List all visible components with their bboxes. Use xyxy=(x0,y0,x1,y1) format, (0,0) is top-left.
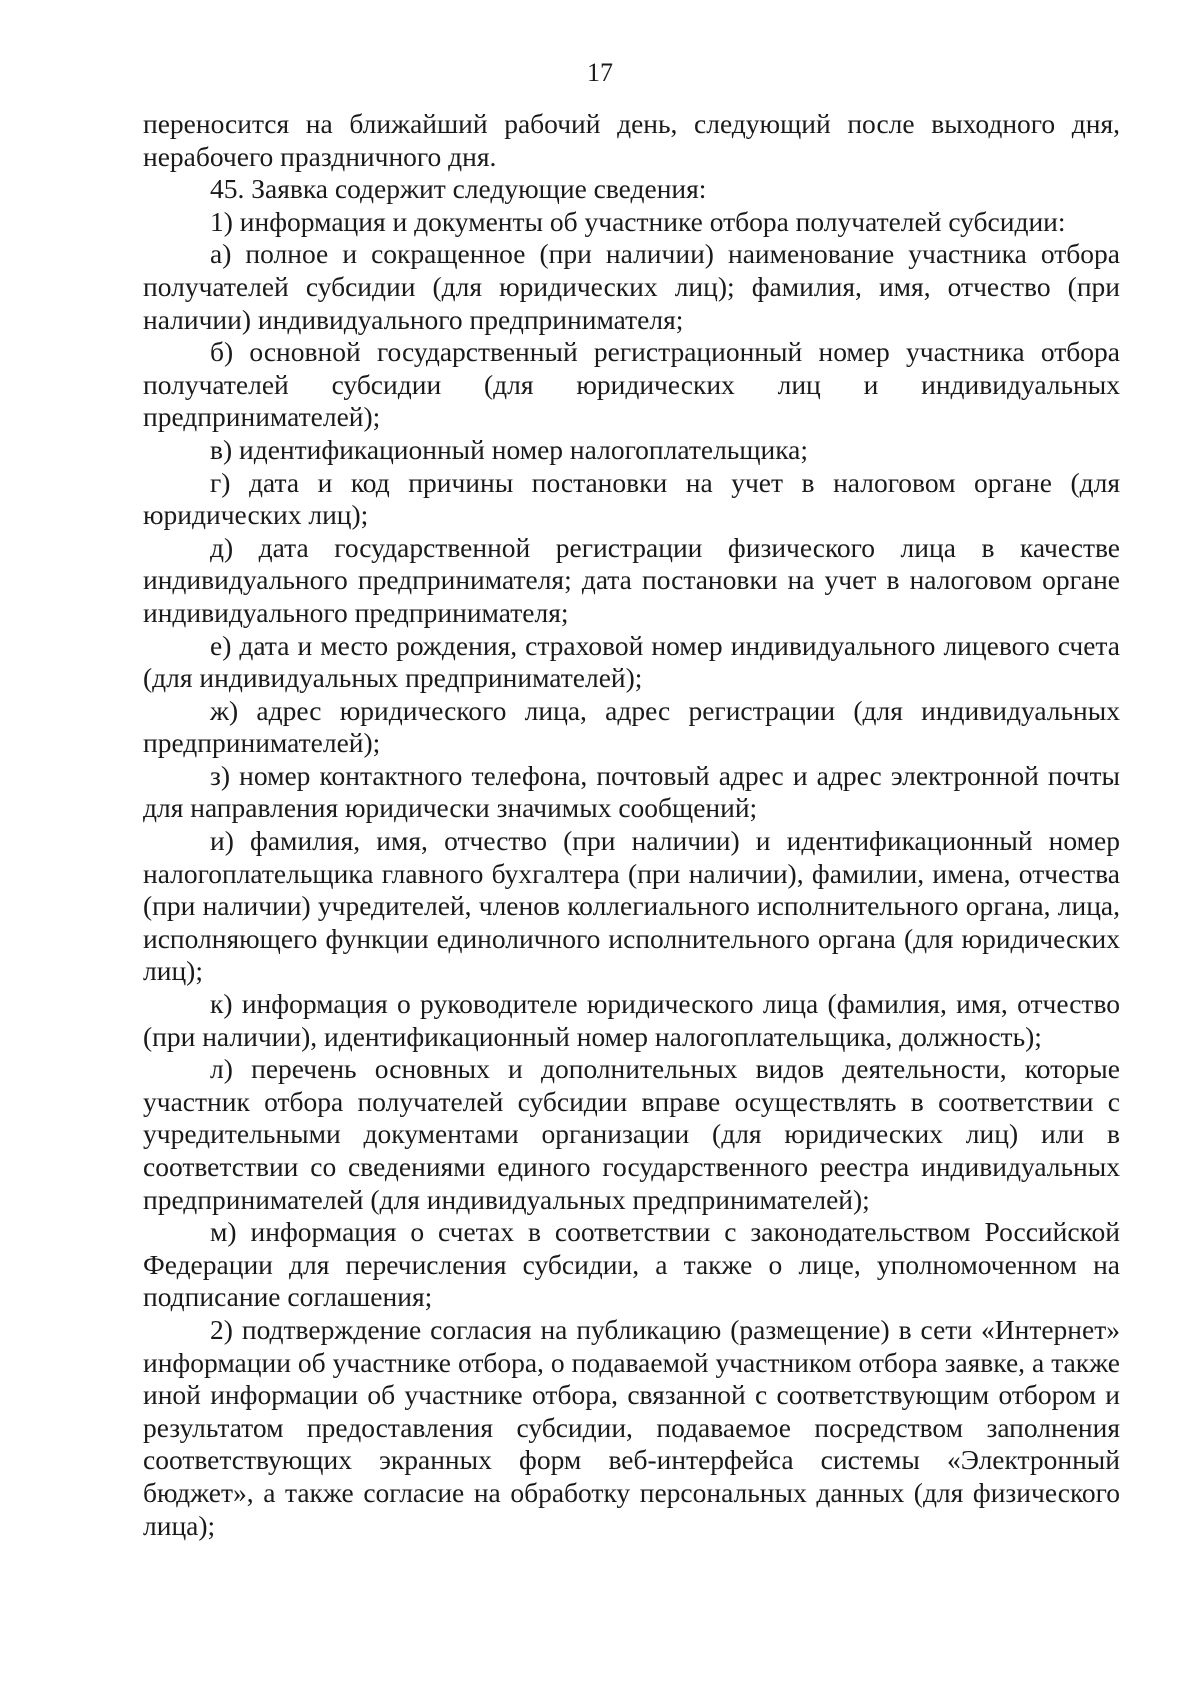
paragraph-subitem-d: д) дата государственной регистрации физического лица в качестве индивидуального предпринимателя; дата постановки на учет в налоговом органе индивидуального предпринимателя; xyxy=(143,531,1120,628)
paragraph-subitem-a: а) полное и сокращенное (при наличии) наименование участника отбора получателей субсидии (для юридических лиц); фамилия, имя, отчество (при наличии) индивидуального предпринимателя; xyxy=(143,238,1120,335)
paragraph-subitem-z: з) номер контактного телефона, почтовый адрес и адрес электронной почты для направления юридически значимых сообщений; xyxy=(143,759,1120,824)
paragraph-subitem-i: и) фамилия, имя, отчество (при наличии) и идентификационный номер налогоплательщика главного бухгалтера (при наличии), фамилии, имена, отчества (при наличии) учредителей, членов коллегиального исполнительного органа, лица, исполняющего функции единоличного исполнительного органа (для юридических лиц); xyxy=(143,825,1120,987)
paragraph-subitem-k: к) информация о руководителе юридического лица (фамилия, имя, отчество (при наличии), идентификационный номер налогоплательщика, должность); xyxy=(143,988,1120,1052)
paragraph-subitem-l: л) перечень основных и дополнительных видов деятельности, которые участник отбора получателей субсидии вправе осуществлять в соответствии с учредительными документами организации (для юридических лиц) или в соответствии со сведениями единого государственного реестра индивидуальных предпринимателей (для индивидуальных предпринимателей); xyxy=(143,1053,1120,1215)
paragraph-subitem-m: м) информация о счетах в соответствии с законодательством Российской Федерации для перечисления субсидии, а также о лице, уполномоченном на подписание соглашения; xyxy=(143,1216,1120,1313)
paragraph-subitem-zh: ж) адрес юридического лица, адрес регистрации (для индивидуальных предпринимателей); xyxy=(143,694,1120,759)
paragraph-subitem-b: б) основной государственный регистрационный номер участника отбора получателей субсидии (для юридических лиц и индивидуальных предпринимателей); xyxy=(143,336,1120,433)
paragraph-subitem-e: е) дата и место рождения, страховой номер индивидуального лицевого счета (для индивидуальных предпринимателей); xyxy=(143,629,1120,694)
page-number: 17 xyxy=(587,58,613,87)
paragraph-subitem-1: 1) информация и документы об участнике отбора получателей субсидии: xyxy=(210,205,1066,237)
paragraph-subitem-v: в) идентификационный номер налогоплательщика; xyxy=(210,433,809,465)
paragraph-continuation: переносится на ближайший рабочий день, следующий после выходного дня, нерабочего праздничного дня. xyxy=(143,108,1120,172)
paragraph-item-45: 45. Заявка содержит следующие сведения: xyxy=(210,173,707,205)
document-body xyxy=(143,108,1120,1542)
paragraph-subitem-2: 2) подтверждение согласия на публикацию (размещение) в сети «Интернет» информации об участнике отбора, о подаваемой участником отбора заявке, а также иной информации об участнике отбора, связанной с соответствующим отбором и результатом предоставления субсидии, подаваемое посредством заполнения соответствующих экранных форм веб-интерфейса системы «Электронный бюджет», а также согласие на обработку персональных данных (для физического лица); xyxy=(143,1313,1120,1541)
paragraph-subitem-g: г) дата и код причины постановки на учет в налоговом органе (для юридических лиц); xyxy=(143,466,1120,531)
